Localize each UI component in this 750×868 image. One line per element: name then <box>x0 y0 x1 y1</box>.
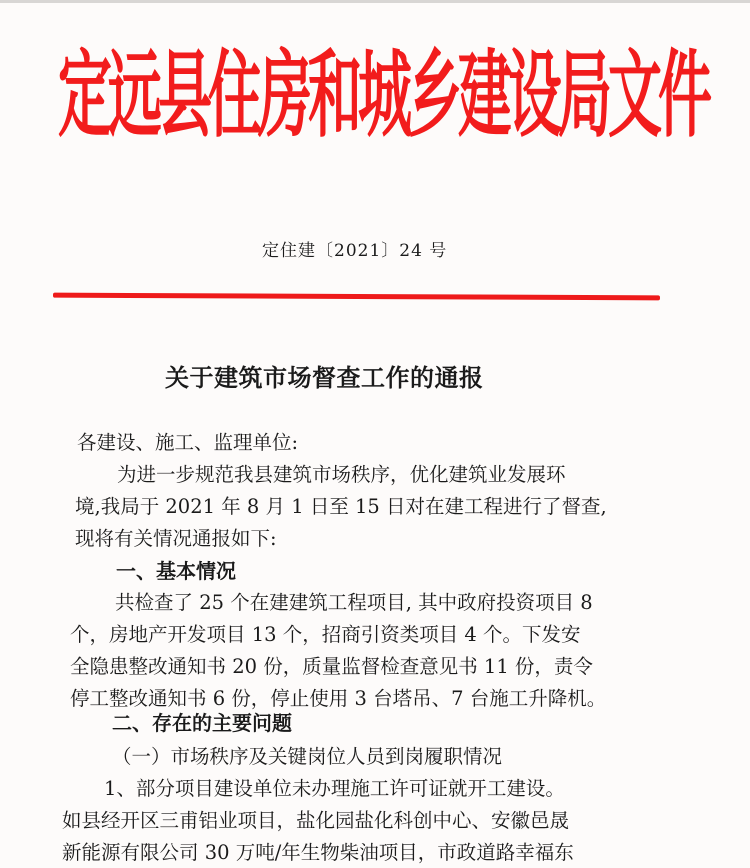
section-1-line-2: 个，房地产开发项目 13 个，招商引资类项目 4 个。下发安 <box>70 623 581 646</box>
red-divider-line <box>53 293 660 301</box>
intro-line-3: 现将有关情况通报如下: <box>75 527 277 550</box>
section-1-line-1: 共检查了 25 个在建建筑工程项目, 其中政府投资项目 8 <box>115 591 593 614</box>
intro-line-2: 境,我局于 2021 年 8 月 1 日至 15 日对在建工程进行了督查, <box>75 495 607 518</box>
section-2-heading: 二、存在的主要问题 <box>112 711 292 735</box>
intro-line-1: 为进一步规范我县建筑市场秩序，优化建筑业发展环 <box>117 463 566 486</box>
section-2-line-2: 如县经开区三甫铝业项目，盐化园盐化科创中心、安徽邑晟 <box>62 809 570 832</box>
section-1-line-3: 全隐患整改通知书 20 份，质量监督检查意见书 11 份，责令 <box>70 655 593 678</box>
section-2-line-3: 新能源有限公司 30 万吨/年生物柴油项目，市政道路幸福东 <box>62 841 574 864</box>
section-2-subheading: （一）市场秩序及关键岗位人员到岗履职情况 <box>112 745 503 768</box>
section-1-line-4: 停工整改通知书 6 份，停止使用 3 台塔吊、7 台施工升降机。 <box>70 687 607 710</box>
document-number: 定住建〔2021〕24 号 <box>262 241 448 261</box>
document-title: 关于建筑市场督查工作的通报 <box>165 363 484 392</box>
section-1-heading: 一、基本情况 <box>116 559 236 583</box>
section-2-line-1: 1、部分项目建设单位未办理施工许可证就开工建设。 <box>104 777 565 800</box>
issuer-red-header: 定远县住房和城乡建设局文件 <box>58 40 708 151</box>
salutation: 各建设、施工、监理单位: <box>77 431 299 454</box>
